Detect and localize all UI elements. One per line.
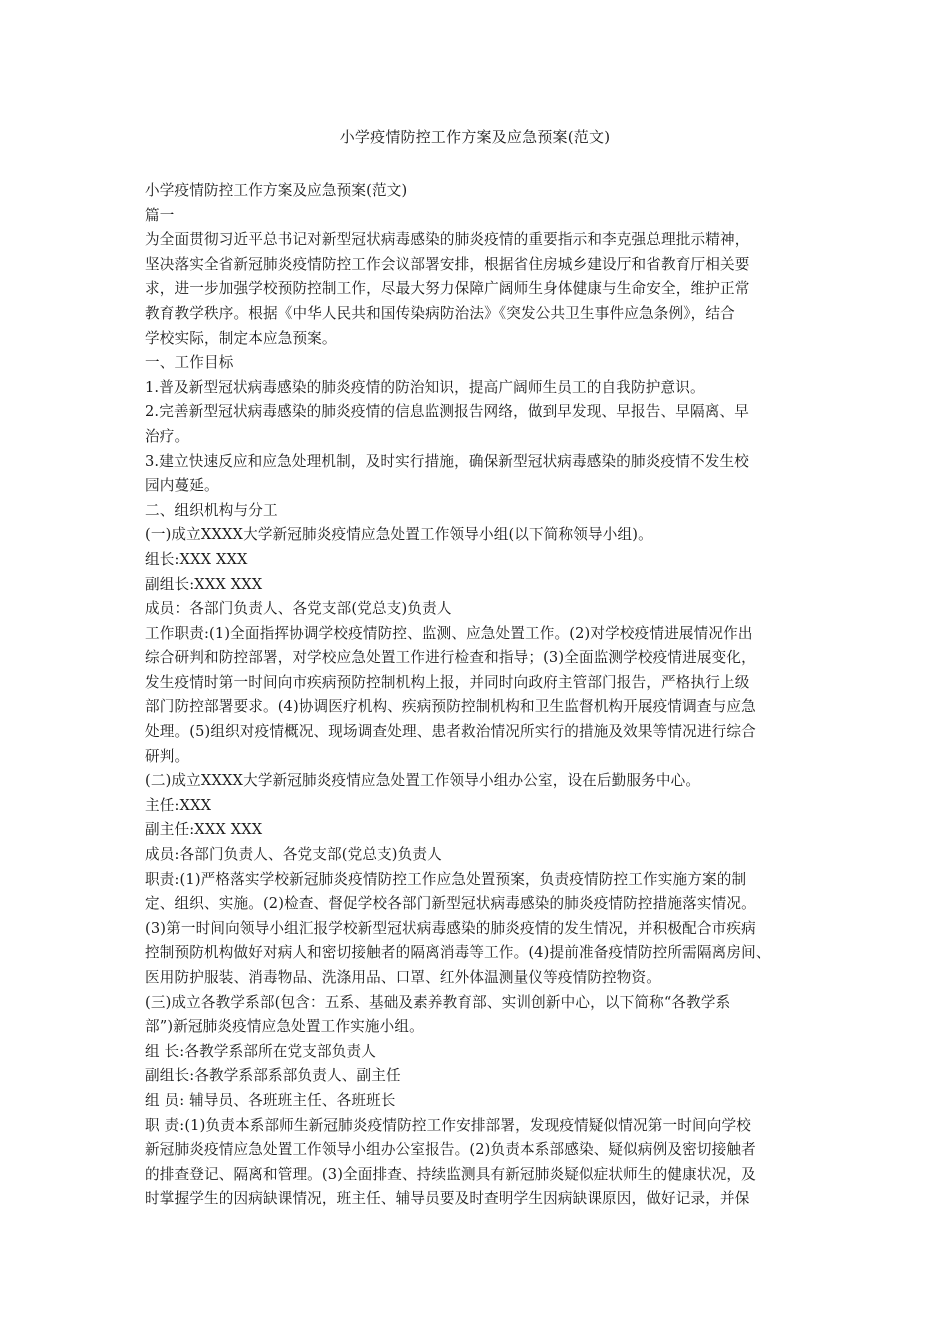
text-line: 坚决落实全省新冠肺炎疫情防控工作会议部署安排，根据省住房城乡建设厅和省教育厅相关要 (145, 255, 750, 273)
text-line: 医用防护服装、消毒物品、洗涤用品、口罩、红外体温测量仪等疫情防控物资。 (145, 969, 662, 986)
text-line: (三)成立各教学系部(包含：五系、基础及素养教育部、实训创新中心，以下简称“各教学系 (145, 993, 731, 1011)
text-line: 1.普及新型冠状病毒感染的肺炎疫情的防治知识，提高广阔师生员工的自我防护意识。 (145, 378, 705, 396)
document-body (145, 179, 815, 1212)
text-line: 主任:XXX (145, 796, 212, 814)
text-line: 副主任:XXX XXX (145, 821, 263, 839)
text-line: 小学疫情防控工作方案及应急预案(范文) (145, 182, 408, 199)
text-line: 新冠肺炎疫情应急处置工作领导小组办公室报告。(2)负责本系部感染、疑似病例及密切接触者 (145, 1141, 756, 1159)
text-line: 定、组织、实施。(2)检查、督促学校各部门新型冠状病毒感染的肺炎疫情防控措施落实情况。 (145, 895, 756, 913)
text-line: 组 员: 辅导员、各班班主任、各班班长 (145, 1091, 396, 1109)
text-line: 处理。(5)组织对疫情概况、现场调查处理、患者救治情况所实行的措施及效果等情况进行综合 (145, 723, 756, 741)
text-line: 副组长:XXX XXX (145, 575, 263, 593)
text-line: 教育教学秩序。根据《中华人民共和国传染病防治法》《突发公共卫生事件应急条例》，结合 (145, 304, 735, 322)
text-line: 二、组织机构与分工 (145, 501, 278, 519)
text-line: 篇一 (145, 206, 175, 224)
text-line: 部”)新冠肺炎疫情应急处置工作实施小组。 (145, 1018, 424, 1036)
text-line: 综合研判和防控部署，对学校应急处置工作进行检查和指导；(3)全面监测学校疫情进展变化， (145, 649, 756, 667)
text-line: (一)成立XXXX大学新冠肺炎疫情应急处置工作领导小组(以下简称领导小组)。 (145, 526, 653, 544)
text-line: 组 长:各教学系部所在党支部负责人 (145, 1042, 377, 1060)
text-line: 副组长:各教学系部系部负责人、副主任 (145, 1067, 401, 1085)
document-title: 小学疫情防控工作方案及应急预案(范文) (339, 128, 611, 146)
text-line: 2.完善新型冠状病毒感染的肺炎疫情的信息监测报告网络，做到早发现、早报告、早隔离、早 (145, 403, 749, 421)
text-line: (二)成立XXXX大学新冠肺炎疫情应急处置工作领导小组办公室，设在后勤服务中心。 (145, 772, 701, 790)
text-line: 园内蔓延。 (145, 477, 219, 495)
text-line: 治疗。 (145, 427, 190, 445)
text-line: 一、工作目标 (145, 354, 234, 372)
text-line: 的排查登记、隔离和管理。(3)全面排查、持续监测具有新冠肺炎疑似症状师生的健康状况，及 (145, 1165, 756, 1183)
text-line: 时掌握学生的因病缺课情况，班主任、辅导员要及时查明学生因病缺课原因，做好记录，并保 (145, 1190, 750, 1208)
text-line: 部门防控部署要求。(4)协调医疗机构、疾病预防控制机构和卫生监督机构开展疫情调查与应急 (145, 698, 756, 716)
text-line: 工作职责:(1)全面指挥协调学校疫情防控、监测、应急处置工作。(2)对学校疫情进展情况作出 (145, 624, 753, 642)
text-line: 职 责:(1)负责本系部师生新冠肺炎疫情防控工作安排部署，发现疫情疑似情况第一时间向学校 (145, 1116, 751, 1134)
text-line: 发生疫情时第一时间向市疾病预防控制机构上报，并同时向政府主管部门报告，严格执行上级 (145, 673, 750, 691)
text-line: 职责:(1)严格落实学校新冠肺炎疫情防控工作应急处置预案，负责疫情防控工作实施方案的制 (145, 870, 747, 888)
text-line: (3)第一时间向领导小组汇报学校新型冠状病毒感染的肺炎疫情的发生情况，并积极配合市疾病 (145, 919, 756, 937)
text-line: 控制预防机构做好对病人和密切接触者的隔离消毒等工作。(4)提前准备疫情防控所需隔离房间、 (145, 944, 771, 962)
text-line: 研判。 (145, 747, 190, 765)
text-line: 成员：各部门负责人、各党支部(党总支)负责人 (145, 600, 452, 618)
text-line: 求，进一步加强学校预防控制工作，尽最大努力保障广阔师生身体健康与生命安全，维护正常 (145, 280, 750, 298)
text-line: 成员:各部门负责人、各党支部(党总支)负责人 (145, 846, 442, 864)
text-line: 学校实际，制定本应急预案。 (145, 329, 337, 347)
text-line: 3.建立快速反应和应急处理机制，及时实行措施，确保新型冠状病毒感染的肺炎疫情不发生校 (145, 452, 749, 470)
text-line: 组长:XXX XXX (145, 550, 248, 568)
text-line: 为全面贯彻习近平总书记对新型冠状病毒感染的肺炎疫情的重要指示和李克强总理批示精神， (145, 231, 750, 249)
